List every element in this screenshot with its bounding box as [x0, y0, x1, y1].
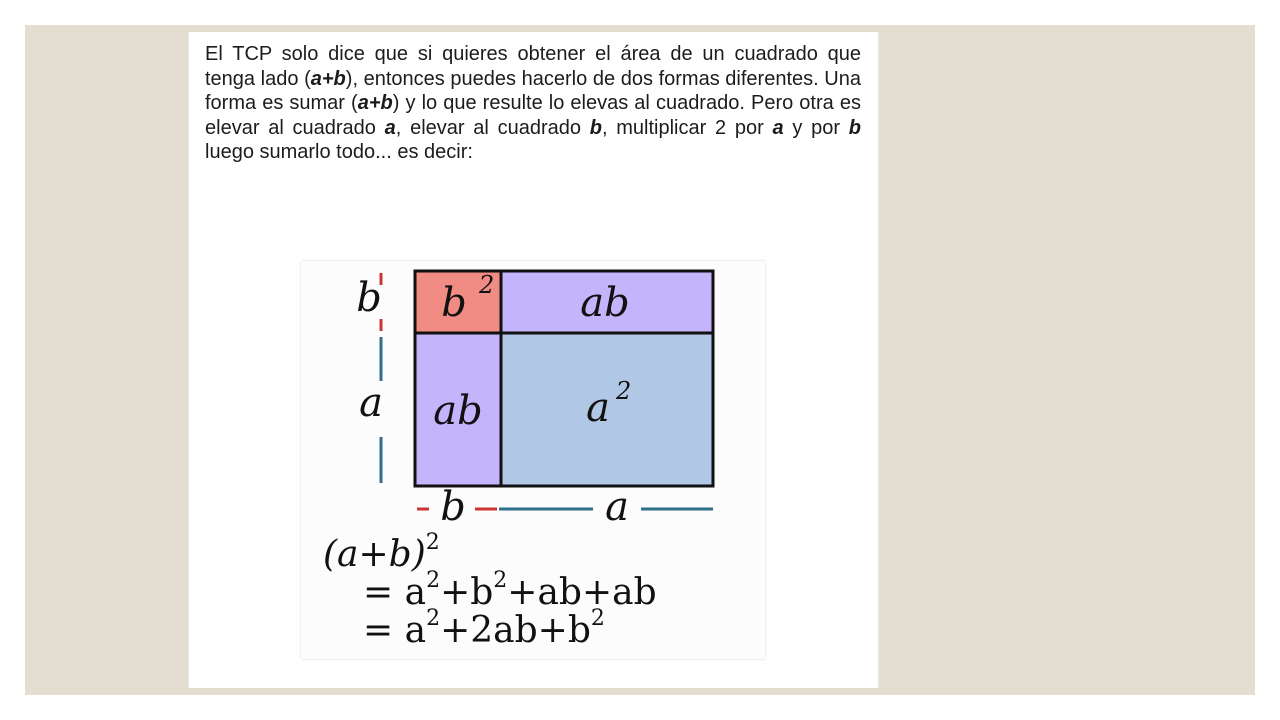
equation-line-2	[363, 568, 657, 613]
emphasis-a-plus-b: a+b	[310, 67, 346, 90]
text-line: hacerlo de dos formas diferentes. Una forma es sumar	[205, 67, 861, 114]
side-label-b: b	[356, 275, 382, 321]
cell-label-a2: a	[586, 385, 610, 431]
emphasis-b: b	[848, 116, 861, 139]
text-fragment: luego sumarlo todo... es	[205, 141, 419, 163]
text-fragment: y por	[783, 116, 849, 139]
equation-term: (a+b)	[323, 534, 426, 575]
emphasis-a: a	[772, 116, 784, 139]
equation-term: = a	[363, 610, 427, 651]
equation-exponent: 2	[493, 568, 508, 593]
text-fragment: , elevar al cuadrado	[395, 116, 590, 139]
cell-exponent: 2	[479, 271, 495, 299]
equation-exponent: 2	[426, 606, 441, 631]
equation-term: +2ab+b	[440, 610, 591, 651]
equation-term: +b	[440, 572, 494, 613]
text-fragment: ), entonces puedes	[345, 67, 517, 90]
emphasis-a-plus-b: a+b	[357, 92, 393, 114]
cell-label-ab: ab	[580, 280, 630, 326]
text-line: El TCP solo dice que si quieres obtener el área de un	[205, 43, 725, 65]
text-fragment: (	[351, 92, 358, 114]
bottom-label-a: a	[605, 484, 629, 530]
text-fragment: ) y lo que resulte lo elevas al cuadrado. Pero otra	[392, 92, 834, 114]
equation-line-3	[363, 606, 605, 651]
text-fragment: multiplicar 2 por	[616, 116, 773, 139]
equation-term: = a	[363, 572, 427, 613]
text-fragment: cuadrado que tenga lado (	[205, 43, 862, 90]
explanation-paragraph	[205, 42, 861, 165]
equation-exponent: 2	[426, 568, 441, 593]
cell-label-b2: b	[441, 280, 467, 326]
bottom-label-b: b	[440, 484, 466, 530]
cell-label-ab: ab	[433, 388, 483, 434]
binomial-square-diagram	[301, 261, 765, 659]
emphasis-b: b	[589, 116, 602, 139]
emphasis-a: a	[384, 116, 396, 139]
equation-exponent: 2	[425, 530, 440, 555]
text-fragment: ,	[601, 116, 608, 139]
equation-term: +ab+ab	[507, 572, 657, 613]
equation-exponent: 2	[590, 606, 605, 631]
text-fragment: es elevar al cuadrado	[205, 92, 861, 139]
side-label-a: a	[359, 380, 383, 426]
equation-line-1	[323, 530, 440, 575]
text-line: decir:	[424, 141, 473, 163]
binomial-square-figure	[301, 261, 765, 659]
cell-exponent: 2	[616, 377, 632, 405]
